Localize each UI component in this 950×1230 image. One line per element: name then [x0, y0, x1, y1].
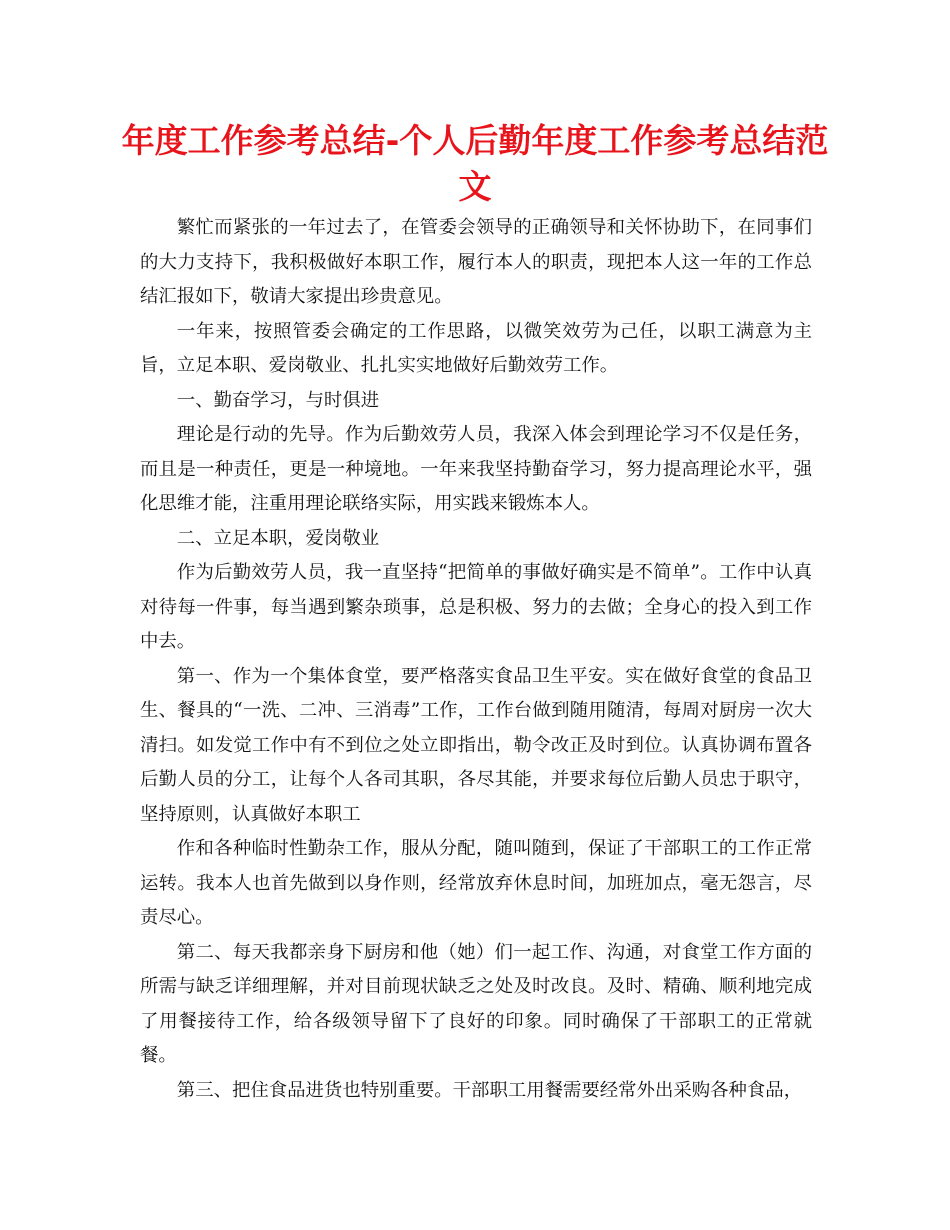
paragraph: 作和各种临时性勤杂工作，服从分配，随叫随到，保证了干部职工的工作正常运转。我本人也首先做到以身作则，经常放弃休息时间，加班加点，毫无怨言，尽责尽心。: [140, 838, 812, 928]
paragraph: 理论是行动的先导。作为后勤效劳人员，我深入体会到理论学习不仅是任务，而且是一种责任，更是一种境地。一年来我坚持勤奋学习，努力提高理论水平，强化思维才能，注重用理论联络实际，用实践来锻炼本人。: [140, 424, 812, 514]
section-heading: 二、立足本职，爱岗敬业: [176, 527, 380, 549]
paragraph: 第二、每天我都亲身下厨房和他（她）们一起工作、沟通，对食堂工作方面的所需与缺乏详细理解，并对目前现状缺乏之处及时改良。及时、精确、顺利地完成了用餐接待工作，给各级领导留下了良好的印象。同时确保了干部职工的正常就餐。: [140, 941, 812, 1066]
paragraph: 作为后勤效劳人员，我一直坚持“把简单的事做好确实是不简单”。工作中认真对待每一件事，每当遇到繁杂琐事，总是积极、努力的去做；全身心的投入到工作中去。: [140, 562, 812, 652]
document-title: 年度工作参考总结-个人后勤年度工作参考总结范文: [121, 121, 829, 206]
paragraph: 第三、把住食品进货也特别重要。干部职工用餐需要经常外出采购各种食品，: [176, 1079, 803, 1101]
paragraph: 繁忙而紧张的一年过去了，在管委会领导的正确领导和关怀协助下，在同事们的大力支持下，我积极做好本职工作，履行本人的职责，现把本人这一年的工作总结汇报如下，敬请大家提出珍贵意见。: [140, 217, 812, 307]
paragraph: 一年来，按照管委会确定的工作思路，以微笑效劳为己任，以职工满意为主旨，立足本职、爱岗敬业、扎扎实实地做好后勤效劳工作。: [140, 320, 812, 376]
document-body: [140, 211, 812, 1108]
section-heading: 一、勤奋学习，与时俱进: [176, 389, 380, 411]
paragraph: 第一、作为一个集体食堂，要严格落实食品卫生平安。实在做好食堂的食品卫生、餐具的“一洗、二冲、三消毒”工作，工作台做到随用随清，每周对厨房一次大清扫。如发觉工作中有不到位之处立即指出，勒令改正及时到位。认真协调布置各后勤人员的分工，让每个人各司其职，各尽其能，并要求每位后勤人员忠于职守，坚持原则，认真做好本职工: [140, 665, 812, 825]
